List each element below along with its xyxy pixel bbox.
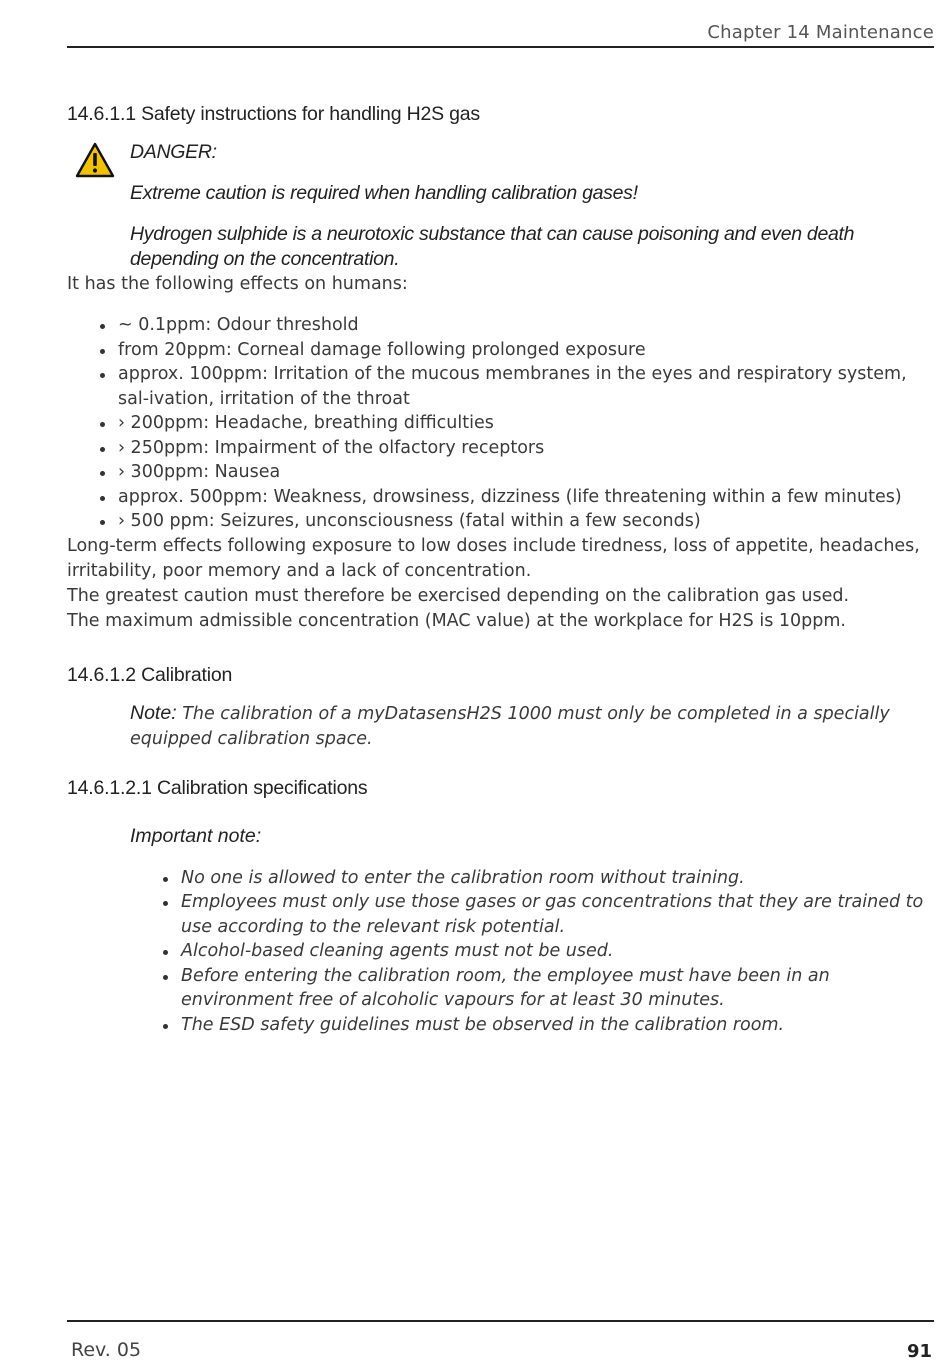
list-item: from 20ppm: Corneal damage following prolonged exposure	[118, 338, 934, 363]
note-text: The calibration of a myDatasensH2S 1000 must only be completed in a specially equipped calibration space.	[130, 703, 890, 749]
page-content	[67, 100, 934, 1037]
page-number: 91	[906, 1341, 932, 1362]
list-item: Alcohol-based cleaning agents must not be used.	[181, 939, 934, 964]
note-label: Note:	[130, 701, 177, 724]
list-item: approx. 500ppm: Weakness, drowsiness, dizziness (life threatening within a few minutes)	[118, 485, 934, 510]
list-item: The ESD safety guidelines must be observed in the calibration room.	[181, 1013, 934, 1038]
section-heading-calibration-specs: 14.6.1.2.1 Calibration specifications	[67, 776, 368, 799]
calibration-note	[130, 701, 934, 752]
list-item: Employees must only use those gases or gas concentrations that they are trained to use according to the relevant risk potential.	[181, 890, 934, 939]
danger-title: DANGER:	[130, 141, 217, 163]
caution-paragraph: The greatest caution must therefore be exercised depending on the calibration gas used.	[67, 585, 850, 606]
danger-description-text: Hydrogen sulphide is a neurotoxic substance that can cause poisoning and even death depending on the concentration.	[130, 223, 855, 270]
revision-label: Rev. 05	[71, 1339, 142, 1361]
warning-triangle-icon	[75, 142, 115, 178]
list-item: ~ 0.1ppm: Odour threshold	[118, 313, 934, 338]
header-divider	[67, 46, 934, 48]
list-item: Before entering the calibration room, the employee must have been in an environment free of alcoholic vapours for at least 30 minutes.	[181, 964, 934, 1013]
list-item: › 300ppm: Nausea	[118, 460, 934, 485]
effects-intro: It has the following effects on humans:	[67, 274, 408, 294]
section-heading-calibration: 14.6.1.2 Calibration	[67, 663, 233, 686]
danger-caution-text: Extreme caution is required when handling calibration gases!	[130, 182, 638, 204]
list-item: › 200ppm: Headache, breathing difficulties	[118, 411, 934, 436]
list-item: approx. 100ppm: Irritation of the mucous membranes in the eyes and respiratory system, sal-ivation, irritation of the throat	[118, 362, 934, 411]
chapter-header: Chapter 14 Maintenance	[707, 22, 934, 43]
important-note-label: Important note:	[130, 824, 262, 847]
section-heading-safety: 14.6.1.1 Safety instructions for handling H2S gas	[67, 103, 480, 125]
longterm-effects-paragraph: Long-term effects following exposure to low doses include tiredness, loss of appetite, headaches, irritability, poor memory and a lack of concentration.	[67, 535, 920, 581]
list-item: No one is allowed to enter the calibration room without training.	[181, 866, 934, 891]
footer-divider	[67, 1320, 934, 1322]
list-item: › 500 ppm: Seizures, unconsciousness (fatal within a few seconds)	[118, 509, 934, 534]
calibration-rules-list	[67, 866, 934, 1038]
effects-list	[67, 313, 934, 534]
danger-callout	[130, 140, 934, 272]
mac-value-paragraph: The maximum admissible concentration (MAC value) at the workplace for H2S is 10ppm.	[67, 610, 846, 631]
list-item: › 250ppm: Impairment of the olfactory receptors	[118, 436, 934, 461]
